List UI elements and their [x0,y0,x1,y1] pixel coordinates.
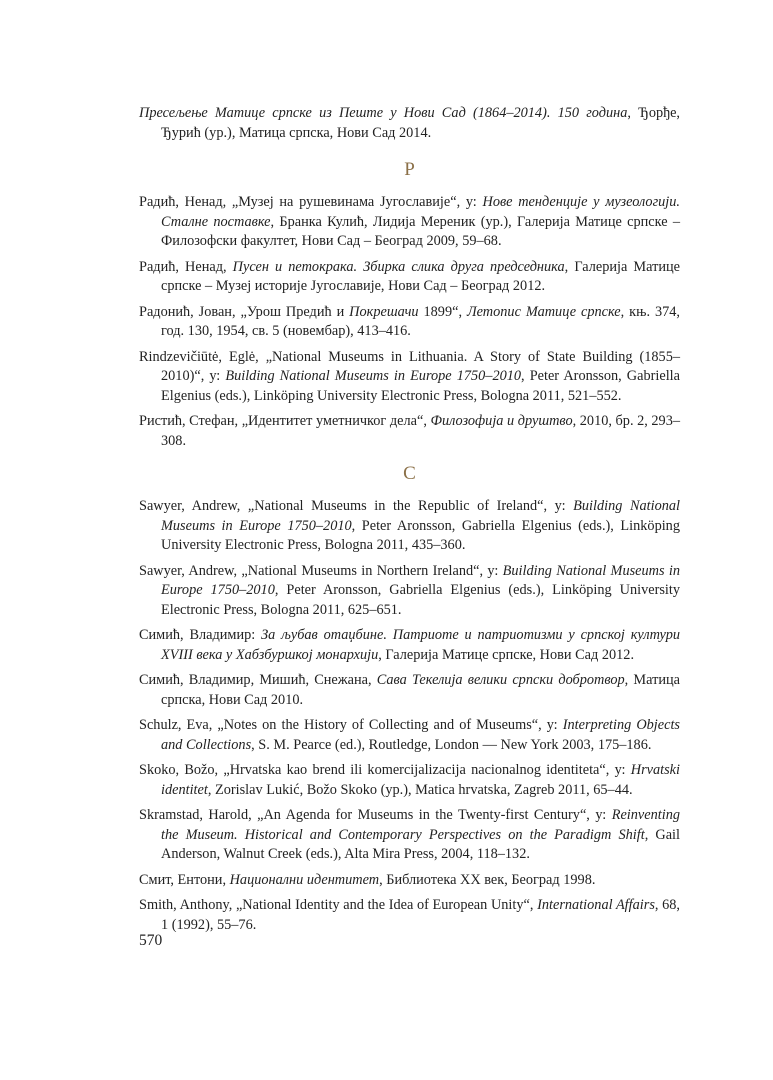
section-letter-r: Р [404,159,415,180]
bibliography-entry: Schulz, Eva, „Notes on the History of Collecting and of Museums“, у: Interpreting Objects and Collections, S. M. Pearce (ed.), Routledge, London — New York 2003, 175–186. [139,717,680,753]
entries-top [139,104,680,143]
bibliography-entry: Симић, Владимир: За љубав отаџбине. Патриоте и патриотизми у српској култури XVIII века у Хабзбуршкој монархији, Галерија Матице српске, Нови Сад 2012. [139,627,680,663]
bibliography-entry: Радонић, Јован, „Урош Предић и Покрешачи 1899“, Летопис Матице српске, књ. 374, год. 130, 1954, св. 5 (новембар), 413–416. [139,303,680,339]
bibliography-page [139,104,680,941]
bibliography-entry: Sawyer, Andrew, „National Museums in the Republic of Ireland“, у: Building National Museums in Europe 1750–2010, Peter Aronsson, Gabriella Elgenius (eds.), Linköping University Electronic Press, Bologna 2011, 435–360. [139,498,681,553]
section-r-entries [139,193,680,451]
bibliography-entry: Радић, Ненад, Пусен и петокрака. Збирка слика друга председника, Галерија Матице српске – Музеј историје Југославије, Нови Сад – Београд 2012. [139,258,680,294]
bibliography-entry: Rindzevičiūtė, Eglė, „National Museums in Lithuania. A Story of State Building (1855–2010)“, у: Building National Museums in Europe 1750–2010, Peter Aronsson, Gabriella Elgenius (eds.), Linköping University Electronic Press, Bologna 2011, 521–552. [139,348,680,404]
bibliography-entry: Skramstad, Harold, „An Agenda for Museums in the Twenty-first Century“, у: Reinventing the Museum. Historical and Contemporary Perspectives on the Paradigm Shift, Gail Anderson, Walnut Creek (eds.), Alta Mira Press, 2004, 118–132. [139,807,681,862]
bibliography-entry: Смит, Ентони, Национални идентитет, Библиотека XX век, Београд 1998. [139,871,596,888]
bibliography-entry: Пресељење Матице српске из Пеште у Нови Сад (1864–2014). 150 година, Ђорђе, Ђурић (ур.), Матица српска, Нови Сад 2014. [139,105,680,141]
bibliography-entry: Smith, Anthony, „National Identity and the Idea of European Unity“, International Affairs, 68, 1 (1992), 55–76. [139,897,680,933]
bibliography-entry: Ристић, Стефан, „Идентитет уметничког дела“, Филозофија и друштво, 2010, бр. 2, 293–308. [139,413,681,449]
section-s-entries [139,497,680,935]
bibliography-entry: Skoko, Božo, „Hrvatska kao brend ili komercijalizacija nacionalnog identiteta“, у: Hrvatski identitet, Zorislav Lukić, Božo Skoko (ур.), Matica hrvatska, Zagreb 2011, 65–44. [139,762,680,798]
bibliography-entry: Радић, Ненад, „Музеј на рушевинама Југославије“, у: Нове тенденције у музеологији. Сталне поставке, Бранка Кулић, Лидија Мереник (ур.), Галерија Матице српске – Филозофски факултет, Нови Сад – Београд 2009, 59–68. [139,194,680,249]
page-number: 570 [139,932,163,949]
bibliography-entry: Sawyer, Andrew, „National Museums in Northern Ireland“, у: Building National Museums in Europe 1750–2010, Peter Aronsson, Gabriella Elgenius (eds.), Linköping University Electronic Press, Bologna 2011, 625–651. [139,562,681,618]
bibliography-entry: Симић, Владимир, Мишић, Снежана, Сава Текелија велики српски добротвор, Матица српска, Нови Сад 2010. [139,672,681,708]
section-letter-s: С [403,463,416,484]
